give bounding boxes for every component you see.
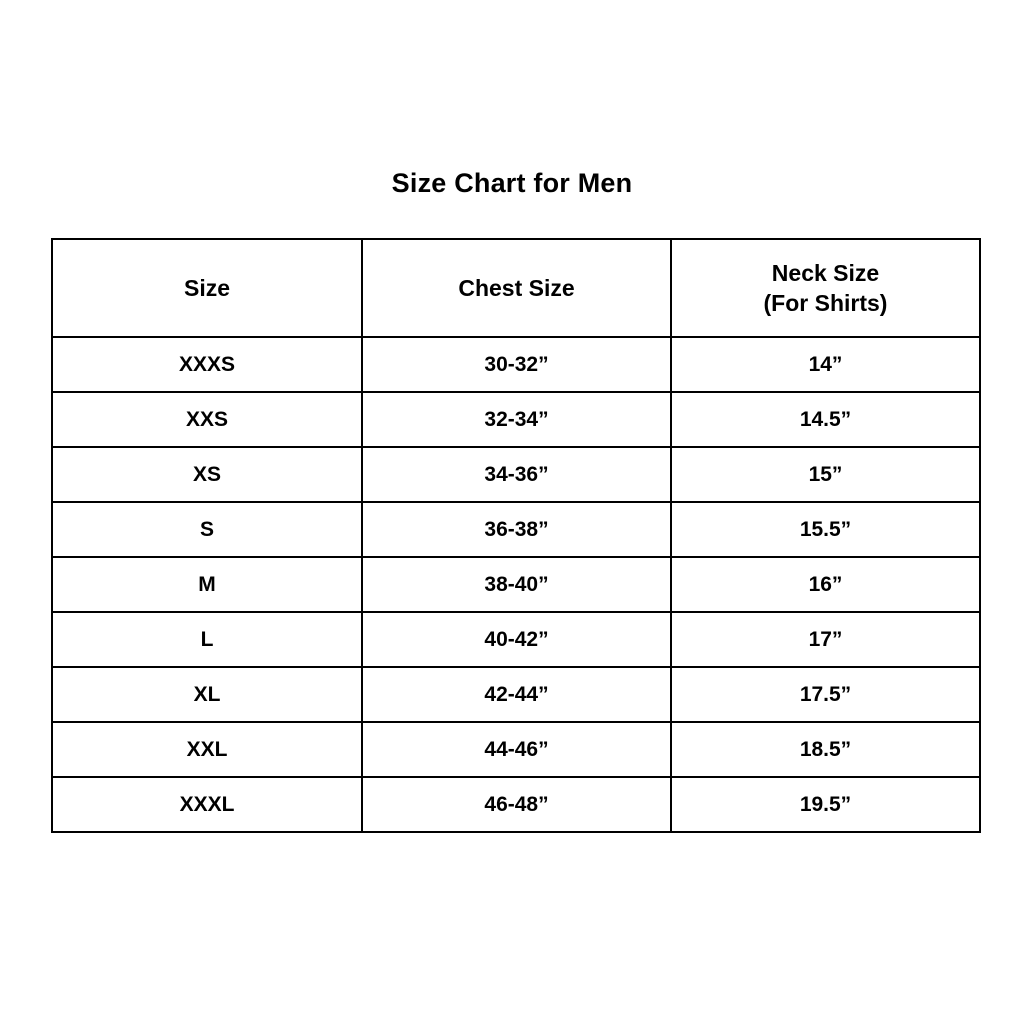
table-header-row	[52, 239, 980, 337]
cell-size: XS	[52, 447, 362, 502]
cell-neck: 14”	[671, 337, 980, 392]
table-row	[52, 447, 980, 502]
cell-size: XXXS	[52, 337, 362, 392]
table-row	[52, 392, 980, 447]
page-title: Size Chart for Men	[391, 168, 633, 198]
cell-chest: 34-36”	[362, 447, 671, 502]
cell-chest: 38-40”	[362, 557, 671, 612]
column-header-chest: Chest Size	[362, 239, 671, 337]
table-row	[52, 557, 980, 612]
column-header-neck	[671, 239, 980, 337]
column-header-neck-line1: Neck Size	[771, 260, 880, 286]
table-row	[52, 502, 980, 557]
table-row	[52, 777, 980, 832]
cell-neck: 15”	[671, 447, 980, 502]
cell-chest: 44-46”	[362, 722, 671, 777]
table-body	[52, 337, 980, 832]
cell-neck: 17.5”	[671, 667, 980, 722]
cell-size: M	[52, 557, 362, 612]
cell-neck: 14.5”	[671, 392, 980, 447]
cell-neck: 19.5”	[671, 777, 980, 832]
cell-chest: 42-44”	[362, 667, 671, 722]
cell-chest: 32-34”	[362, 392, 671, 447]
table-header	[52, 239, 980, 337]
cell-size: S	[52, 502, 362, 557]
cell-neck: 18.5”	[671, 722, 980, 777]
cell-size: L	[52, 612, 362, 667]
table-row	[52, 337, 980, 392]
cell-chest: 40-42”	[362, 612, 671, 667]
cell-chest: 30-32”	[362, 337, 671, 392]
cell-chest: 36-38”	[362, 502, 671, 557]
column-header-neck-line2: (For Shirts)	[763, 290, 888, 316]
cell-size: XXS	[52, 392, 362, 447]
cell-size: XXL	[52, 722, 362, 777]
cell-neck: 16”	[671, 557, 980, 612]
table-row	[52, 667, 980, 722]
size-chart-table	[51, 238, 981, 833]
cell-size: XL	[52, 667, 362, 722]
cell-chest: 46-48”	[362, 777, 671, 832]
cell-neck: 17”	[671, 612, 980, 667]
table-row	[52, 612, 980, 667]
table-row	[52, 722, 980, 777]
cell-neck: 15.5”	[671, 502, 980, 557]
column-header-size: Size	[52, 239, 362, 337]
cell-size: XXXL	[52, 777, 362, 832]
